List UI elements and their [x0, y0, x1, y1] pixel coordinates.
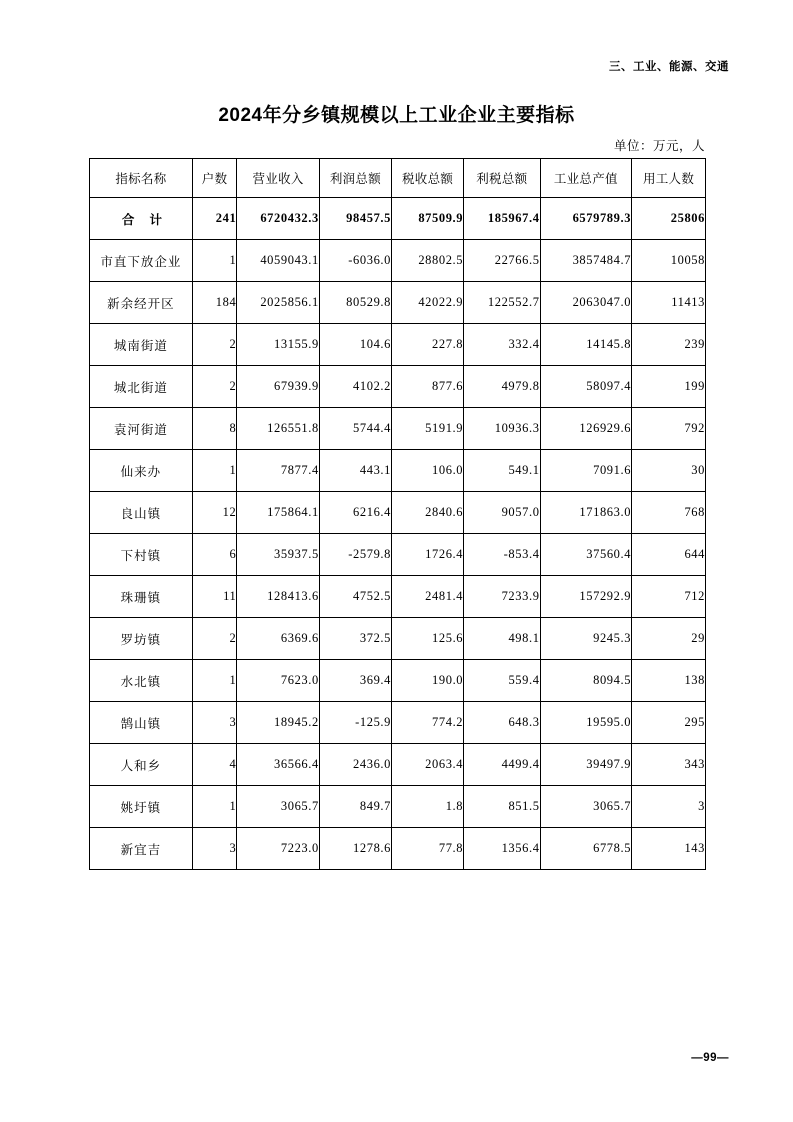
cell-gross-output: 7091.6 — [540, 450, 632, 492]
row-label: 新余经开区 — [90, 282, 193, 324]
cell-households: 2 — [192, 618, 237, 660]
cell-tax: 227.8 — [392, 324, 464, 366]
table-row — [90, 198, 706, 240]
table-row — [90, 786, 706, 828]
statistics-table — [89, 158, 706, 870]
cell-profit: -6036.0 — [319, 240, 391, 282]
cell-households: 11 — [192, 576, 237, 618]
cell-revenue: 6720432.3 — [237, 198, 320, 240]
row-label: 罗坊镇 — [90, 618, 193, 660]
row-label: 合 计 — [90, 198, 193, 240]
cell-employees: 25806 — [632, 198, 706, 240]
page-number: —99— — [691, 1052, 729, 1064]
cell-profit: 369.4 — [319, 660, 391, 702]
column-header-employees: 用工人数 — [632, 159, 706, 198]
column-header-households: 户数 — [192, 159, 237, 198]
cell-gross-output: 19595.0 — [540, 702, 632, 744]
row-label: 珠珊镇 — [90, 576, 193, 618]
cell-employees: 343 — [632, 744, 706, 786]
cell-profit-tax: 648.3 — [464, 702, 540, 744]
cell-employees: 138 — [632, 660, 706, 702]
cell-revenue: 2025856.1 — [237, 282, 320, 324]
table-row — [90, 660, 706, 702]
cell-employees: 30 — [632, 450, 706, 492]
row-label: 新宜吉 — [90, 828, 193, 870]
cell-profit-tax: 332.4 — [464, 324, 540, 366]
cell-revenue: 67939.9 — [237, 366, 320, 408]
section-header: 三、工业、能源、交通 — [609, 61, 729, 73]
cell-households: 4 — [192, 744, 237, 786]
cell-households: 12 — [192, 492, 237, 534]
cell-revenue: 3065.7 — [237, 786, 320, 828]
cell-revenue: 35937.5 — [237, 534, 320, 576]
cell-revenue: 7877.4 — [237, 450, 320, 492]
cell-tax: 125.6 — [392, 618, 464, 660]
cell-gross-output: 6579789.3 — [540, 198, 632, 240]
cell-revenue: 175864.1 — [237, 492, 320, 534]
cell-tax: 1726.4 — [392, 534, 464, 576]
row-label: 鹄山镇 — [90, 702, 193, 744]
cell-revenue: 6369.6 — [237, 618, 320, 660]
cell-gross-output: 14145.8 — [540, 324, 632, 366]
table-row — [90, 324, 706, 366]
row-label: 水北镇 — [90, 660, 193, 702]
cell-households: 1 — [192, 786, 237, 828]
cell-profit-tax: 9057.0 — [464, 492, 540, 534]
cell-households: 1 — [192, 660, 237, 702]
cell-revenue: 18945.2 — [237, 702, 320, 744]
cell-employees: 792 — [632, 408, 706, 450]
table-row — [90, 744, 706, 786]
cell-gross-output: 37560.4 — [540, 534, 632, 576]
cell-revenue: 13155.9 — [237, 324, 320, 366]
table-header — [90, 159, 706, 198]
table-row — [90, 828, 706, 870]
table-row — [90, 366, 706, 408]
cell-employees: 199 — [632, 366, 706, 408]
cell-households: 6 — [192, 534, 237, 576]
cell-tax: 877.6 — [392, 366, 464, 408]
cell-employees: 3 — [632, 786, 706, 828]
cell-tax: 5191.9 — [392, 408, 464, 450]
cell-gross-output: 6778.5 — [540, 828, 632, 870]
cell-profit: 4752.5 — [319, 576, 391, 618]
cell-profit: 443.1 — [319, 450, 391, 492]
row-label: 城北街道 — [90, 366, 193, 408]
cell-tax: 1.8 — [392, 786, 464, 828]
cell-households: 2 — [192, 324, 237, 366]
cell-profit-tax: 22766.5 — [464, 240, 540, 282]
cell-tax: 2063.4 — [392, 744, 464, 786]
cell-profit: 5744.4 — [319, 408, 391, 450]
row-label: 下村镇 — [90, 534, 193, 576]
table-row — [90, 492, 706, 534]
row-label: 仙来办 — [90, 450, 193, 492]
cell-profit-tax: 4499.4 — [464, 744, 540, 786]
cell-tax: 77.8 — [392, 828, 464, 870]
row-label: 良山镇 — [90, 492, 193, 534]
cell-profit-tax: 4979.8 — [464, 366, 540, 408]
column-header-gross-output: 工业总产值 — [540, 159, 632, 198]
cell-profit: 372.5 — [319, 618, 391, 660]
cell-gross-output: 2063047.0 — [540, 282, 632, 324]
table-row — [90, 408, 706, 450]
cell-tax: 28802.5 — [392, 240, 464, 282]
cell-gross-output: 126929.6 — [540, 408, 632, 450]
cell-tax: 106.0 — [392, 450, 464, 492]
cell-employees: 143 — [632, 828, 706, 870]
cell-employees: 295 — [632, 702, 706, 744]
cell-revenue: 4059043.1 — [237, 240, 320, 282]
table-row — [90, 240, 706, 282]
cell-tax: 2840.6 — [392, 492, 464, 534]
cell-revenue: 7223.0 — [237, 828, 320, 870]
cell-profit-tax: 122552.7 — [464, 282, 540, 324]
table-row — [90, 282, 706, 324]
cell-gross-output: 3065.7 — [540, 786, 632, 828]
cell-employees: 768 — [632, 492, 706, 534]
table-row — [90, 702, 706, 744]
cell-employees: 11413 — [632, 282, 706, 324]
cell-profit: -125.9 — [319, 702, 391, 744]
cell-profit: 4102.2 — [319, 366, 391, 408]
column-header-profit-tax: 利税总额 — [464, 159, 540, 198]
cell-employees: 644 — [632, 534, 706, 576]
cell-profit-tax: 185967.4 — [464, 198, 540, 240]
cell-revenue: 36566.4 — [237, 744, 320, 786]
cell-revenue: 7623.0 — [237, 660, 320, 702]
cell-tax: 190.0 — [392, 660, 464, 702]
cell-gross-output: 171863.0 — [540, 492, 632, 534]
cell-gross-output: 157292.9 — [540, 576, 632, 618]
column-header-profit: 利润总额 — [319, 159, 391, 198]
cell-households: 1 — [192, 450, 237, 492]
cell-profit-tax: 7233.9 — [464, 576, 540, 618]
cell-profit: 98457.5 — [319, 198, 391, 240]
table-header-row — [90, 159, 706, 198]
cell-gross-output: 9245.3 — [540, 618, 632, 660]
cell-profit-tax: 851.5 — [464, 786, 540, 828]
cell-households: 2 — [192, 366, 237, 408]
cell-profit-tax: 1356.4 — [464, 828, 540, 870]
unit-note: 单位：万元，人 — [613, 139, 705, 153]
table-row — [90, 450, 706, 492]
cell-households: 3 — [192, 828, 237, 870]
cell-gross-output: 8094.5 — [540, 660, 632, 702]
cell-households: 241 — [192, 198, 237, 240]
cell-profit: 1278.6 — [319, 828, 391, 870]
column-header-revenue: 营业收入 — [237, 159, 320, 198]
cell-gross-output: 39497.9 — [540, 744, 632, 786]
cell-gross-output: 3857484.7 — [540, 240, 632, 282]
table-row — [90, 618, 706, 660]
cell-tax: 42022.9 — [392, 282, 464, 324]
cell-households: 8 — [192, 408, 237, 450]
cell-tax: 87509.9 — [392, 198, 464, 240]
table-body — [90, 198, 706, 870]
row-label: 人和乡 — [90, 744, 193, 786]
row-label: 城南街道 — [90, 324, 193, 366]
cell-profit: 6216.4 — [319, 492, 391, 534]
cell-profit: 80529.8 — [319, 282, 391, 324]
cell-employees: 712 — [632, 576, 706, 618]
cell-employees: 29 — [632, 618, 706, 660]
table-row — [90, 576, 706, 618]
cell-profit: 104.6 — [319, 324, 391, 366]
column-header-indicator: 指标名称 — [90, 159, 193, 198]
cell-profit-tax: 559.4 — [464, 660, 540, 702]
cell-households: 3 — [192, 702, 237, 744]
column-header-tax: 税收总额 — [392, 159, 464, 198]
cell-tax: 774.2 — [392, 702, 464, 744]
row-label: 姚圩镇 — [90, 786, 193, 828]
cell-profit-tax: 10936.3 — [464, 408, 540, 450]
cell-profit-tax: -853.4 — [464, 534, 540, 576]
cell-gross-output: 58097.4 — [540, 366, 632, 408]
row-label: 袁河街道 — [90, 408, 193, 450]
cell-profit: 2436.0 — [319, 744, 391, 786]
cell-households: 184 — [192, 282, 237, 324]
row-label: 市直下放企业 — [90, 240, 193, 282]
cell-households: 1 — [192, 240, 237, 282]
cell-profit: 849.7 — [319, 786, 391, 828]
cell-employees: 10058 — [632, 240, 706, 282]
cell-profit-tax: 549.1 — [464, 450, 540, 492]
cell-employees: 239 — [632, 324, 706, 366]
cell-revenue: 126551.8 — [237, 408, 320, 450]
cell-profit: -2579.8 — [319, 534, 391, 576]
table-row — [90, 534, 706, 576]
page-title: 2024年分乡镇规模以上工业企业主要指标 — [218, 105, 575, 126]
cell-revenue: 128413.6 — [237, 576, 320, 618]
cell-profit-tax: 498.1 — [464, 618, 540, 660]
cell-tax: 2481.4 — [392, 576, 464, 618]
